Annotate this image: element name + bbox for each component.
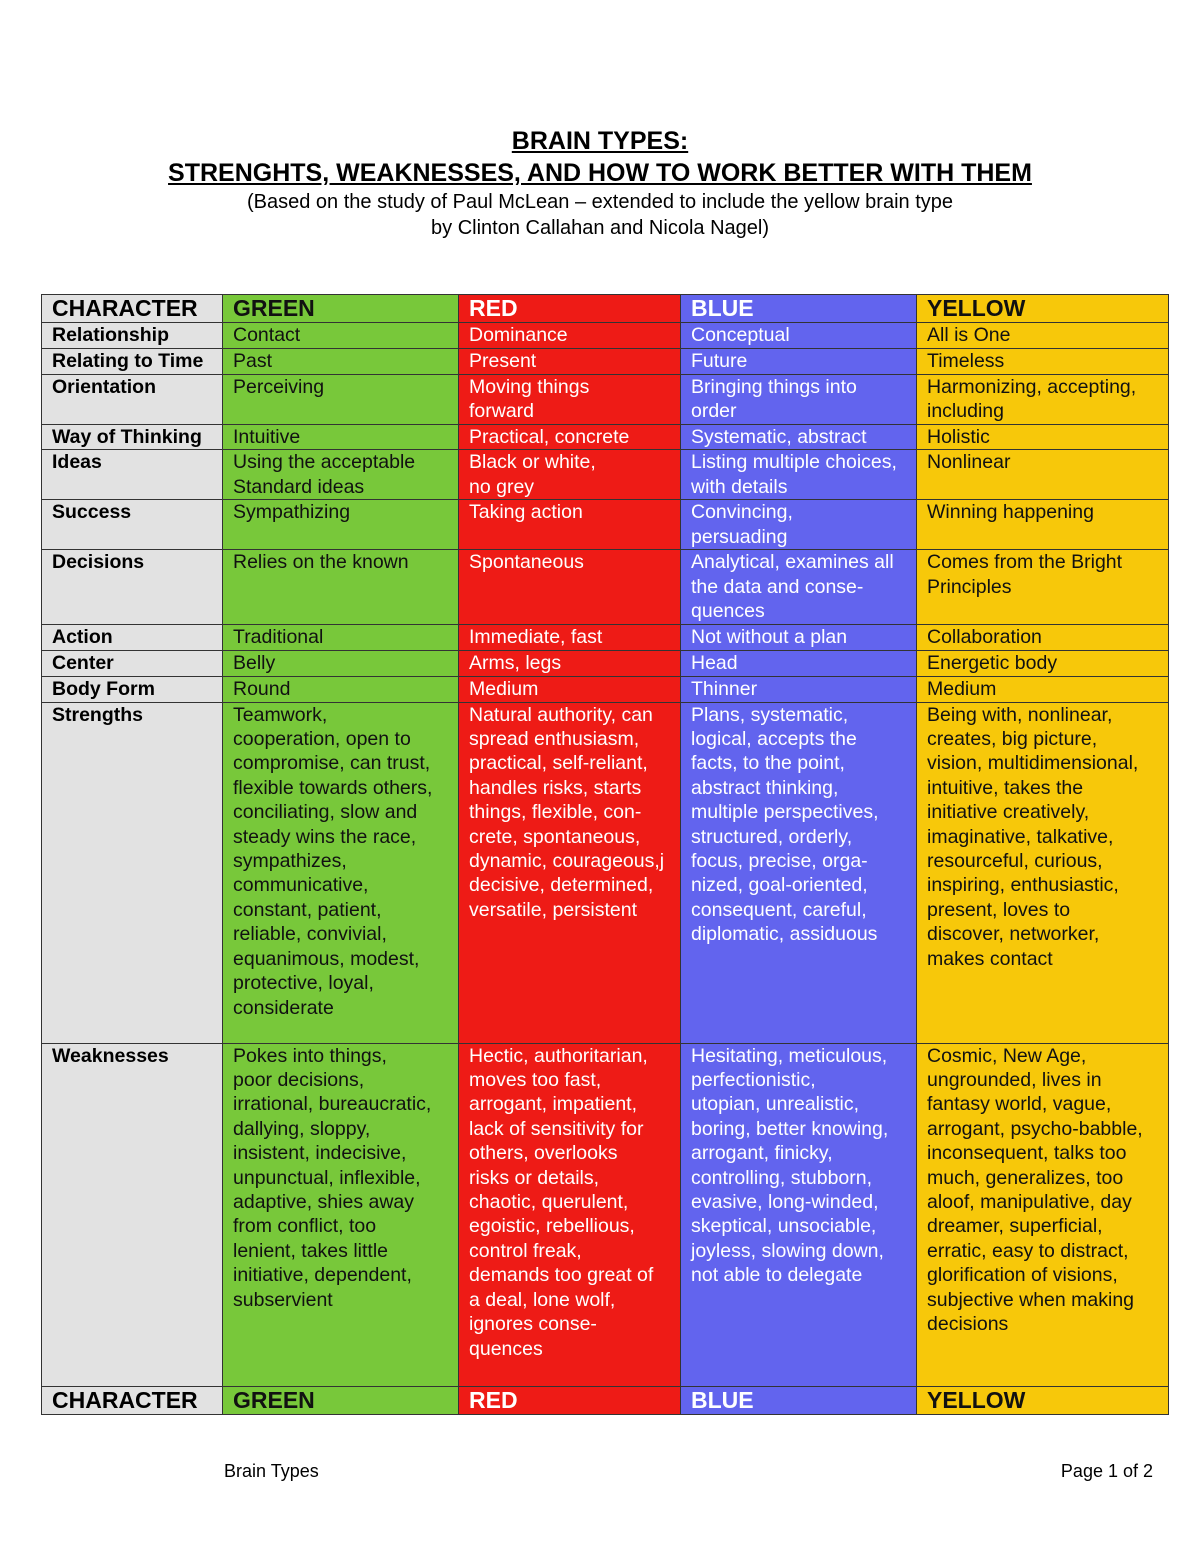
page-subtitle: (Based on the study of Paul McLean – extended to include the yellow brain type	[246, 191, 953, 213]
yellow-cell: Timeless	[917, 349, 1169, 375]
yellow-cell: Cosmic, New Age, ungrounded, lives in fantasy world, vague, arrogant, psycho-babble, inconsequent, talks too much, generalizes, too aloof, manipulative, day dreamer, superficial, erratic, easy to distract, glorification of visions, subjective when making decisions	[917, 1043, 1169, 1386]
red-cell: Practical, concrete	[459, 425, 681, 450]
column-footer-character: CHARACTER	[42, 1386, 223, 1414]
blue-cell: Future	[681, 349, 917, 375]
red-cell: Immediate, fast	[459, 624, 681, 650]
green-cell: Sympathizing	[223, 500, 459, 550]
blue-cell: Listing multiple choices, with details	[681, 450, 917, 500]
green-cell: Intuitive	[223, 425, 459, 450]
column-header-yellow: YELLOW	[917, 295, 1169, 323]
blue-cell: Thinner	[681, 676, 917, 702]
row-label: Strengths	[42, 702, 223, 1043]
table-row	[42, 676, 1169, 702]
yellow-cell: Holistic	[917, 425, 1169, 450]
red-cell: Dominance	[459, 323, 681, 349]
yellow-cell: Harmonizing, accepting, including	[917, 375, 1169, 425]
red-cell: Taking action	[459, 500, 681, 550]
brain-types-table	[41, 294, 1169, 1415]
row-label: Way of Thinking	[42, 425, 223, 450]
red-cell: Natural authority, can spread enthusiasm, practical, self-reliant, handles risks, starts things, flexible, con- crete, spontaneous, dynamic, courageous,j decisive, determined, versatile, persistent	[459, 702, 681, 1043]
row-label: Relationship	[42, 323, 223, 349]
column-header-red: RED	[459, 295, 681, 323]
yellow-cell: Energetic body	[917, 650, 1169, 676]
yellow-cell: Nonlinear	[917, 450, 1169, 500]
column-header-blue: BLUE	[681, 295, 917, 323]
row-label: Center	[42, 650, 223, 676]
column-header-green: GREEN	[223, 295, 459, 323]
column-footer-blue: BLUE	[681, 1386, 917, 1414]
table-row	[42, 450, 1169, 500]
red-cell: Hectic, authoritarian, moves too fast, arrogant, impatient, lack of sensitivity for others, overlooks risks or details, chaotic, querulent, egoistic, rebellious, control freak, demands too great of a deal, lone wolf, ignores conse- quences	[459, 1043, 681, 1386]
yellow-cell: Medium	[917, 676, 1169, 702]
red-cell: Present	[459, 349, 681, 375]
green-cell: Traditional	[223, 624, 459, 650]
row-label: Action	[42, 624, 223, 650]
yellow-cell: Comes from the Bright Principles	[917, 550, 1169, 624]
green-cell: Teamwork, cooperation, open to compromise, can trust, flexible towards others, conciliating, slow and steady wins the race, sympathizes, communicative, constant, patient, reliable, convivial, equanimous, modest, protective, loyal, considerate	[223, 702, 459, 1043]
blue-cell: Hesitating, meticulous, perfectionistic, utopian, unrealistic, boring, better knowing, arrogant, finicky, controlling, stubborn, evasive, long-winded, skeptical, unsociable, joyless, slowing down, not able to delegate	[681, 1043, 917, 1386]
red-cell: Black or white, no grey	[459, 450, 681, 500]
table-row	[42, 375, 1169, 425]
table-row	[42, 550, 1169, 624]
green-cell: Contact	[223, 323, 459, 349]
row-label: Ideas	[42, 450, 223, 500]
table-row	[42, 1043, 1169, 1386]
page-title-line2: STRENGHTS, WEAKNESSES, AND HOW TO WORK BETTER WITH THEM	[168, 159, 1032, 187]
footer-document-name: Brain Types	[224, 1461, 319, 1481]
row-label: Decisions	[42, 550, 223, 624]
blue-cell: Not without a plan	[681, 624, 917, 650]
green-cell: Relies on the known	[223, 550, 459, 624]
row-label: Body Form	[42, 676, 223, 702]
red-cell: Moving things forward	[459, 375, 681, 425]
row-label: Relating to Time	[42, 349, 223, 375]
table-row	[42, 323, 1169, 349]
red-cell: Spontaneous	[459, 550, 681, 624]
yellow-cell: Collaboration	[917, 624, 1169, 650]
blue-cell: Systematic, abstract	[681, 425, 917, 450]
blue-cell: Plans, systematic, logical, accepts the facts, to the point, abstract thinking, multiple perspectives, structured, orderly, focus, precise, orga- nized, goal-oriented, consequent, careful, diplomatic, assiduous	[681, 702, 917, 1043]
header-row	[42, 295, 1169, 323]
blue-cell: Conceptual	[681, 323, 917, 349]
table-row	[42, 500, 1169, 550]
green-cell: Belly	[223, 650, 459, 676]
yellow-cell: Being with, nonlinear, creates, big picture, vision, multidimensional, intuitive, takes the initiative creatively, imaginative, talkative, resourceful, curious, inspiring, enthusiastic, present, loves to discover, networker, makes contact	[917, 702, 1169, 1043]
table-row	[42, 624, 1169, 650]
page-subtitle-line2: by Clinton Callahan and Nicola Nagel)	[431, 217, 769, 239]
blue-cell: Bringing things into order	[681, 375, 917, 425]
red-cell: Arms, legs	[459, 650, 681, 676]
green-cell: Past	[223, 349, 459, 375]
page-title: BRAIN TYPES:	[511, 127, 689, 155]
table-row	[42, 425, 1169, 450]
footer-page-number: Page 1 of 2	[1060, 1461, 1153, 1481]
blue-cell: Head	[681, 650, 917, 676]
column-footer-yellow: YELLOW	[917, 1386, 1169, 1414]
table-row	[42, 650, 1169, 676]
blue-cell: Analytical, examines all the data and conse- quences	[681, 550, 917, 624]
table-row	[42, 702, 1169, 1043]
table-row	[42, 349, 1169, 375]
blue-cell: Convincing, persuading	[681, 500, 917, 550]
row-label: Weaknesses	[42, 1043, 223, 1386]
green-cell: Perceiving	[223, 375, 459, 425]
row-label: Success	[42, 500, 223, 550]
green-cell: Using the acceptable Standard ideas	[223, 450, 459, 500]
row-label: Orientation	[42, 375, 223, 425]
red-cell: Medium	[459, 676, 681, 702]
green-cell: Round	[223, 676, 459, 702]
column-footer-red: RED	[459, 1386, 681, 1414]
column-footer-green: GREEN	[223, 1386, 459, 1414]
yellow-cell: Winning happening	[917, 500, 1169, 550]
green-cell: Pokes into things, poor decisions, irrational, bureaucratic, dallying, sloppy, insistent, indecisive, unpunctual, inflexible, adaptive, shies away from conflict, too lenient, takes little initiative, dependent, subservient	[223, 1043, 459, 1386]
footer-header-row	[42, 1386, 1169, 1414]
yellow-cell: All is One	[917, 323, 1169, 349]
column-header-character: CHARACTER	[42, 295, 223, 323]
